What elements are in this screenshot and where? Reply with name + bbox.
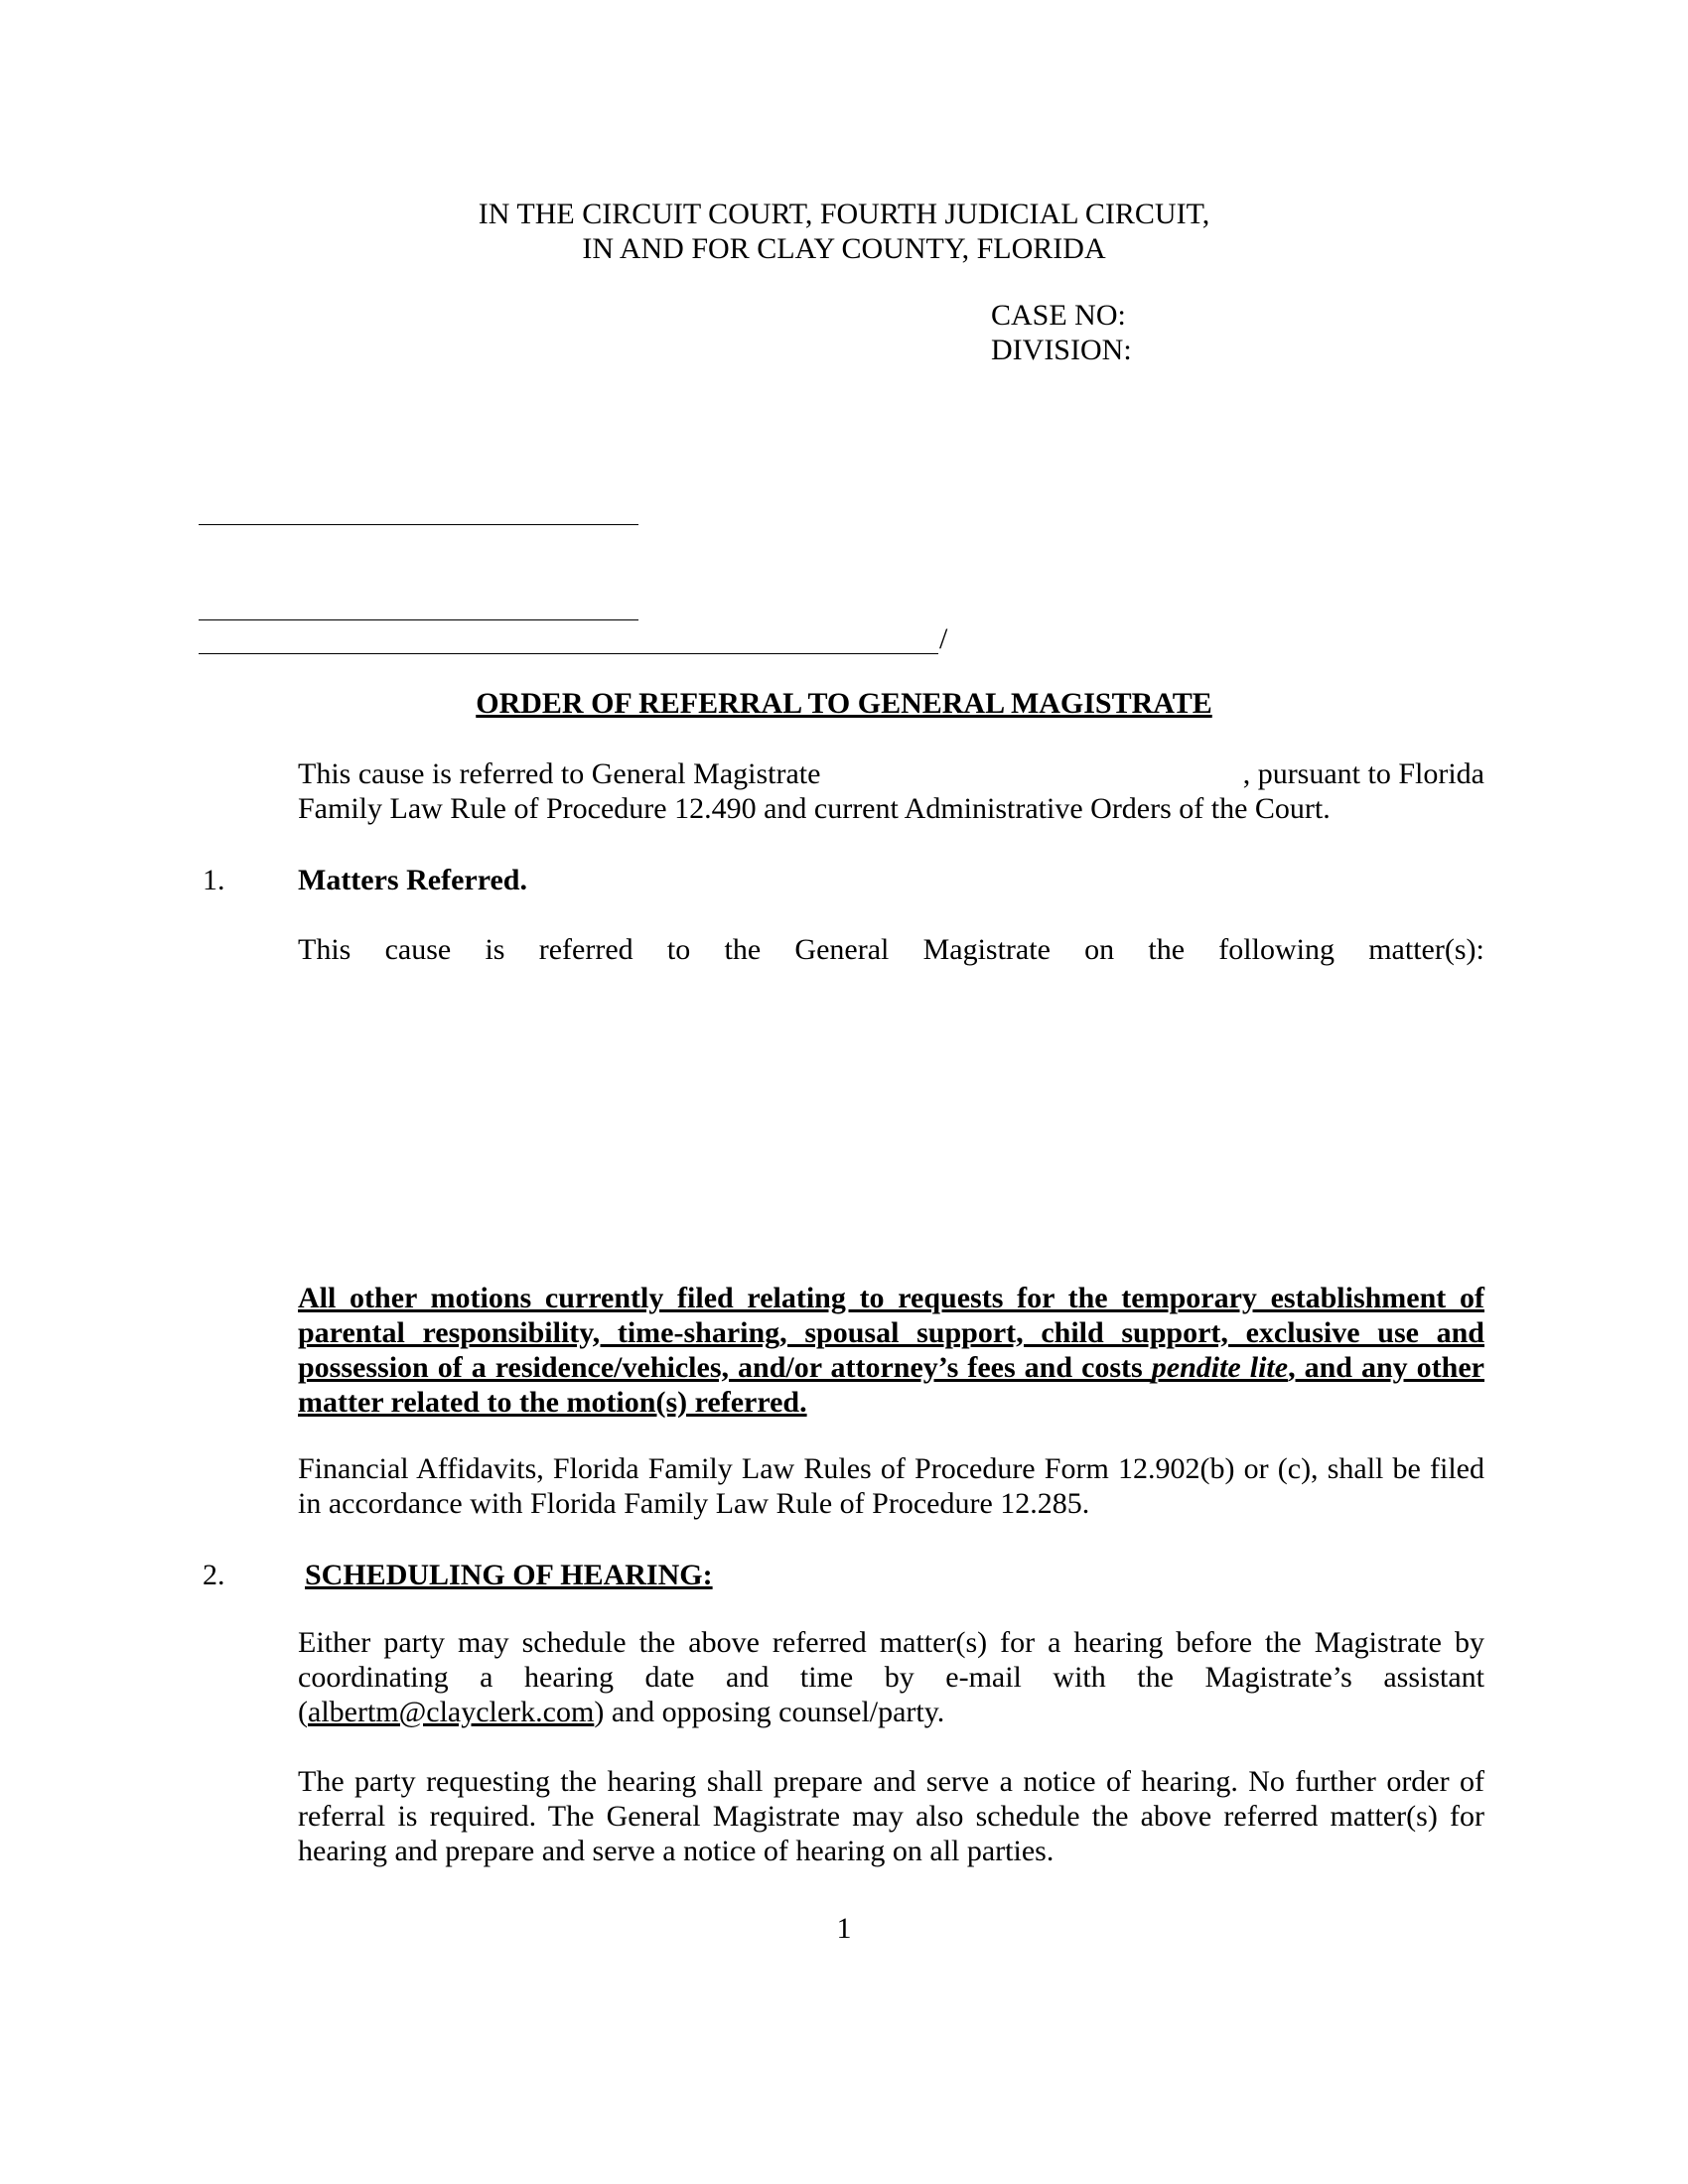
- lead-word: to: [666, 933, 691, 966]
- scheduling-paragraph-1: [298, 1625, 1484, 1729]
- lead-word: This: [298, 933, 352, 966]
- lead-word: following: [1218, 933, 1335, 966]
- lead-word: cause: [384, 933, 452, 966]
- lead-word: General: [794, 933, 890, 966]
- scheduling-p2-line-1: The party requesting the hearing shall prepare and serve a notice of hearing. No further order of: [298, 1765, 1484, 1798]
- intro-paragraph: [298, 756, 1484, 826]
- lead-word: the: [1148, 933, 1186, 966]
- caption-slash: /: [939, 622, 948, 655]
- section-1-number: 1.: [203, 864, 225, 896]
- lead-word: is: [485, 933, 505, 966]
- paren-open: (: [298, 1696, 308, 1728]
- affidavits-line-1: Financial Affidavits, Florida Family Law Rules of Procedure Form 12.902(b) or (c), shall be filed: [298, 1452, 1484, 1485]
- affidavits-paragraph: [298, 1451, 1484, 1521]
- lead-word: referred: [538, 933, 633, 966]
- scheduling-p1-line-1: Either party may schedule the above referred matter(s) for a hearing before the Magistrate by: [298, 1626, 1484, 1659]
- intro-line-2: Family Law Rule of Procedure 12.490 and current Administrative Orders of the Court.: [298, 792, 1331, 825]
- section-1-heading: Matters Referred.: [298, 864, 527, 896]
- other-motions-paragraph: [298, 1281, 1484, 1420]
- scheduling-p1-line-2: coordinating a hearing date and time by e-mail with the Magistrate’s assistant: [298, 1661, 1484, 1694]
- intro-line-1: [298, 756, 1484, 791]
- pendite-lite-text: pendite lite: [1151, 1351, 1289, 1384]
- party-1-blank-line[interactable]: [199, 524, 638, 525]
- lead-word: Magistrate: [922, 933, 1051, 966]
- document-title: ORDER OF REFERRAL TO GENERAL MAGISTRATE: [476, 687, 1212, 720]
- court-line-1: IN THE CIRCUIT COURT, FOURTH JUDICIAL CIRCUIT,: [478, 198, 1210, 230]
- scheduling-paragraph-2: [298, 1764, 1484, 1868]
- intro-text-part1: This cause is referred to General Magistrate: [298, 757, 821, 790]
- party-2-blank-line[interactable]: [199, 619, 638, 620]
- intro-text-part2: , pursuant to Florida: [1242, 757, 1484, 790]
- matters-fill-area[interactable]: [298, 978, 1484, 1276]
- other-motions-line-4: matter related to the motion(s) referred.: [298, 1386, 807, 1419]
- page-number: 1: [836, 1912, 852, 1945]
- other-motions-line-3-pre: possession of a residence/vehicles, and/or attorney’s fees and costs: [298, 1351, 1152, 1384]
- other-motions-line-1: All other motions currently filed relating to requests for the temporary establishment of: [298, 1282, 1484, 1314]
- court-header: [298, 197, 1390, 266]
- section-2-heading: SCHEDULING OF HEARING:: [305, 1559, 713, 1591]
- division-label: DIVISION:: [991, 334, 1132, 366]
- lead-word: the: [724, 933, 762, 966]
- other-motions-line-2: parental responsibility, time-sharing, spousal support, child support, exclusive use and: [298, 1316, 1484, 1349]
- case-info: [991, 298, 1132, 367]
- scheduling-p2-line-2: referral is required. The General Magistrate may also schedule the above referred matter(s) for: [298, 1800, 1484, 1833]
- court-line-2: IN AND FOR CLAY COUNTY, FLORIDA: [582, 232, 1106, 265]
- section-2-number: 2.: [203, 1559, 225, 1591]
- scheduling-p1-line-3: [298, 1695, 1484, 1729]
- other-motions-line-3: [298, 1350, 1484, 1385]
- affidavits-line-2: in accordance with Florida Family Law Rule of Procedure 12.285.: [298, 1487, 1090, 1520]
- section-1-lead: [298, 933, 1484, 967]
- scheduling-p1-line-3-post: ) and opposing counsel/party.: [594, 1696, 945, 1728]
- lead-word: matter(s):: [1368, 933, 1484, 966]
- caption-close-line: [199, 653, 938, 654]
- scheduling-p2-line-3: hearing and prepare and serve a notice of hearing on all parties.: [298, 1835, 1055, 1867]
- lead-word: on: [1084, 933, 1115, 966]
- assistant-email-link[interactable]: albertm@clayclerk.com: [308, 1696, 595, 1728]
- case-no-label: CASE NO:: [991, 299, 1126, 332]
- other-motions-line-3-post: , and any other: [1288, 1351, 1484, 1384]
